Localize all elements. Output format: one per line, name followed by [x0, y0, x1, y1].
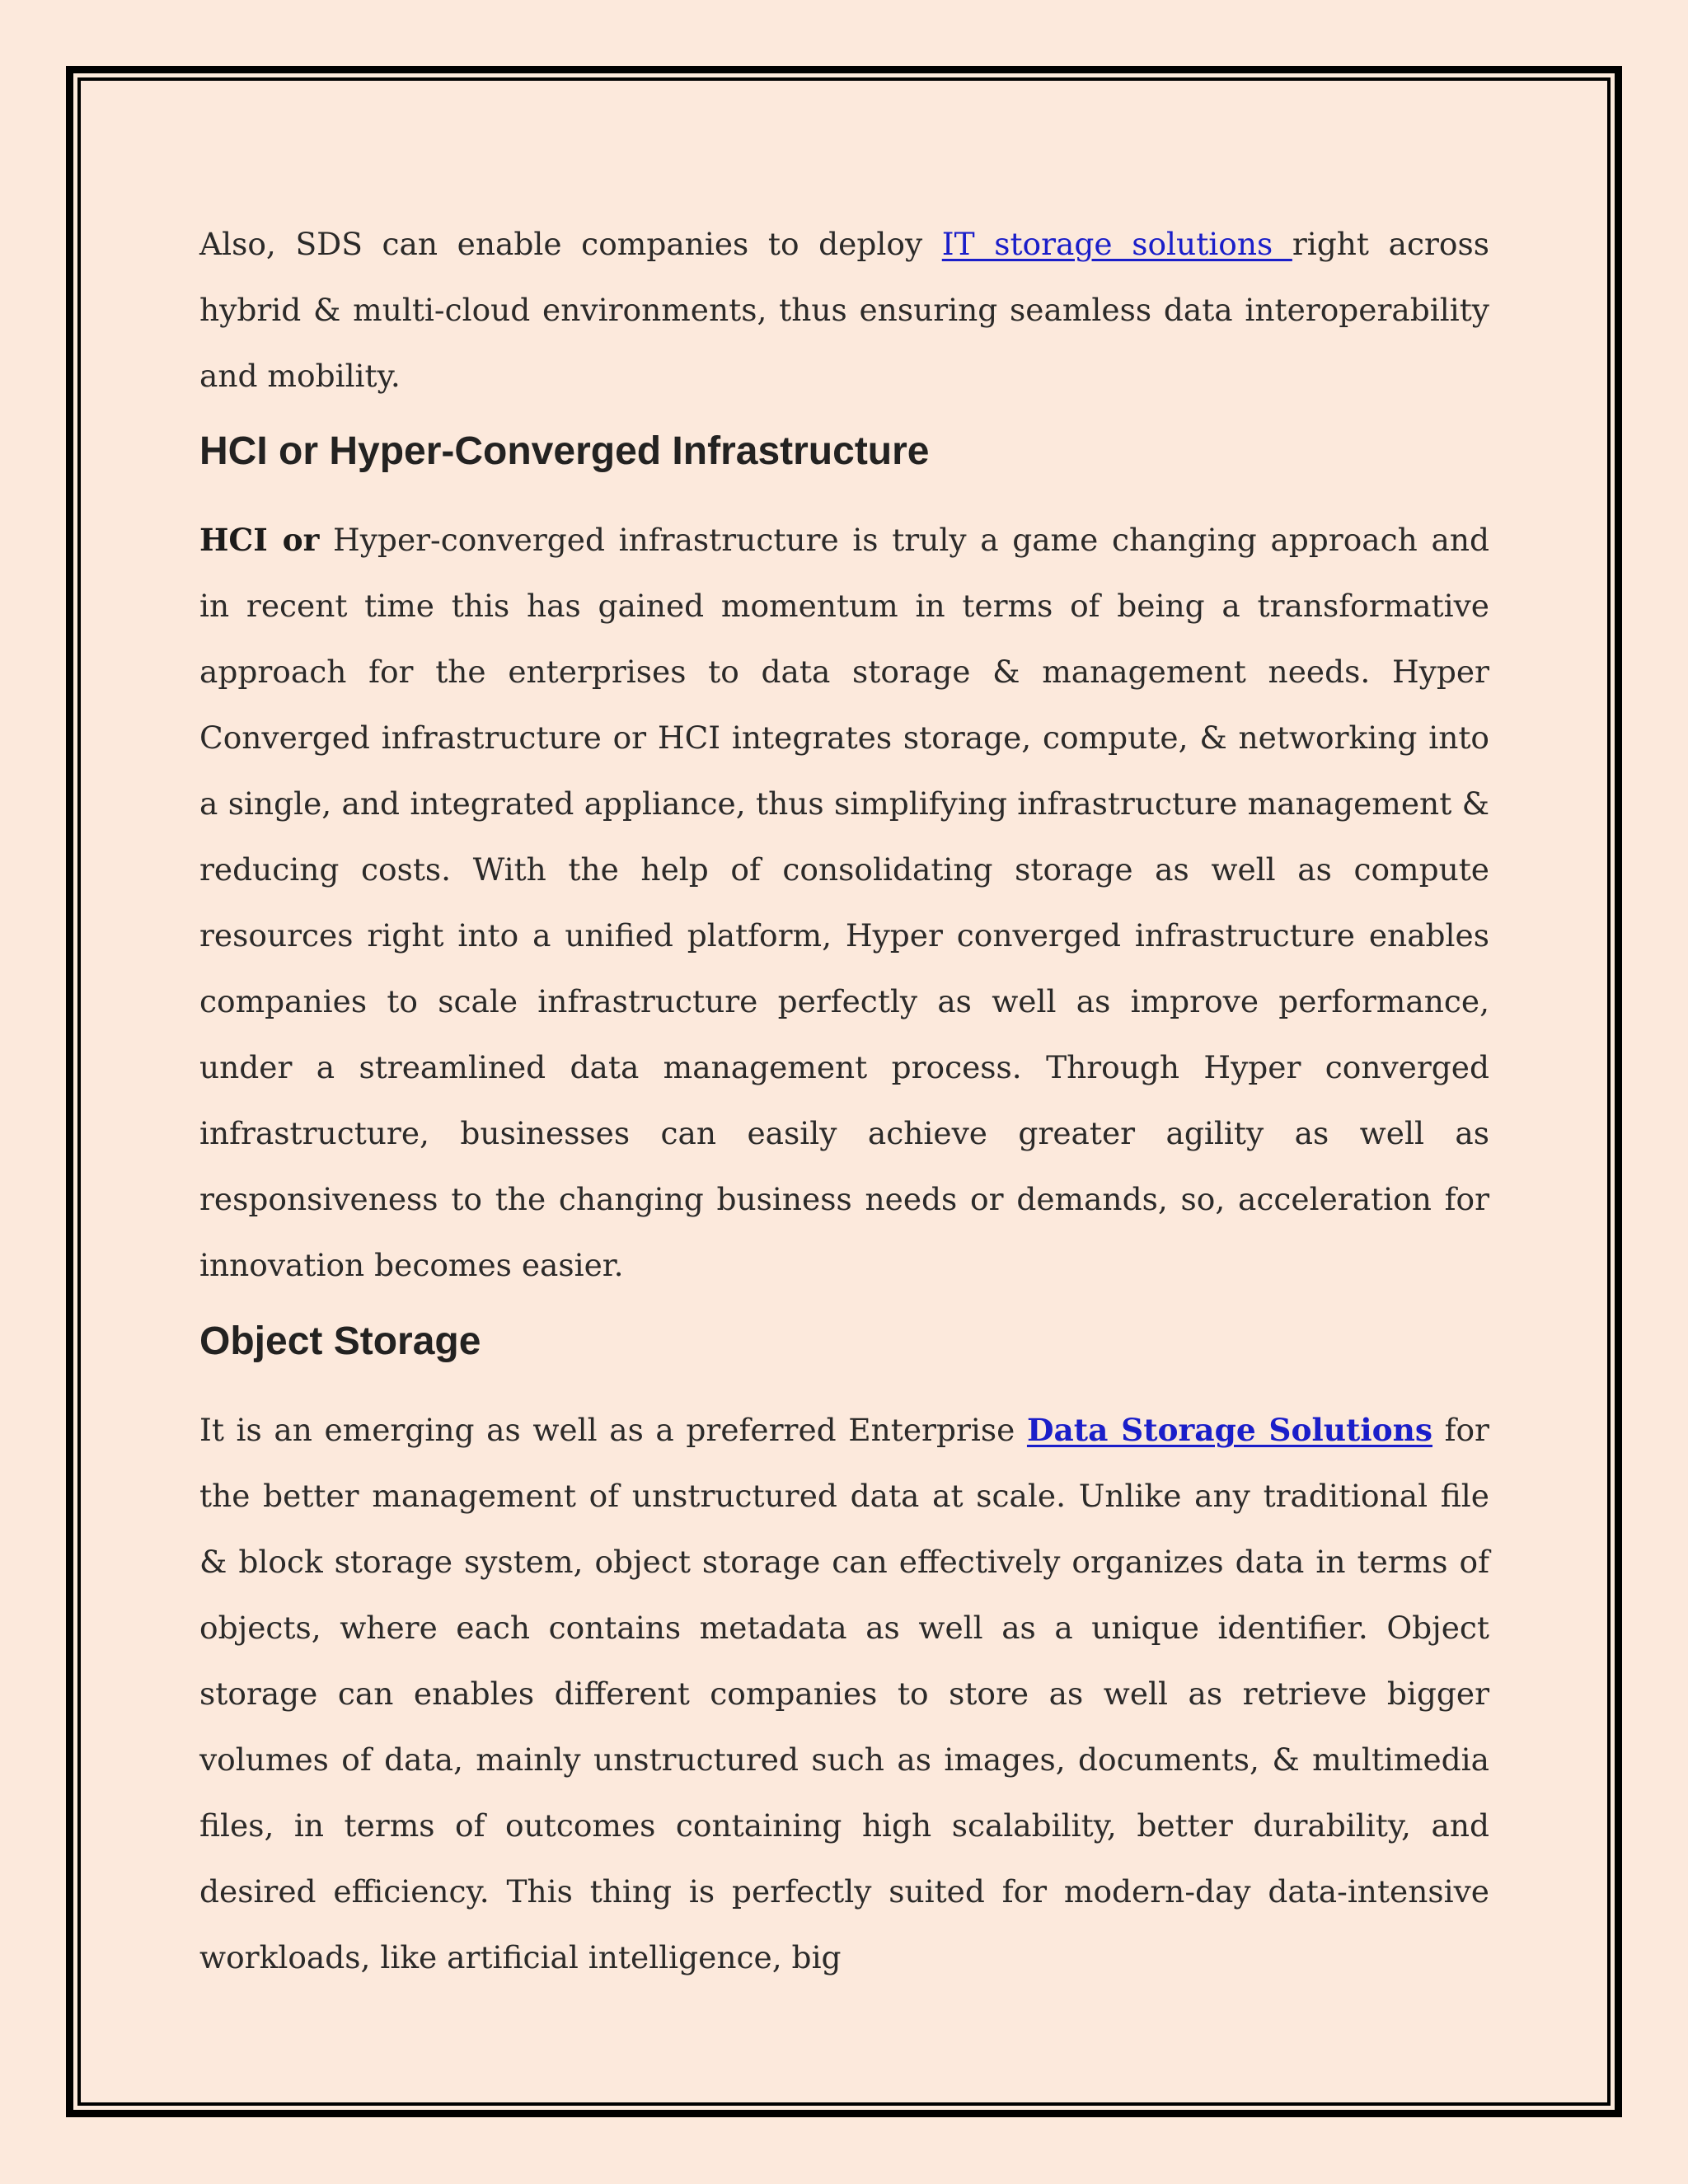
- paragraph-sds: [199, 211, 1489, 409]
- it-storage-solutions-link[interactable]: IT storage solutions: [941, 226, 1292, 262]
- heading-object-storage: Object Storage: [199, 1319, 481, 1363]
- document-body: [199, 211, 1489, 1990]
- paragraph-hci-body: Hyper-converged infrastructure is truly a game changing approach and in recent time this has gained momentum in terms of being a transformative approach for the enterprises to data storage & management needs. Hyper Converged infrastructure or HCI integrates storage, compute, & networking into a single, and integrated appliance, thus simplifying infrastructure management & reducing costs. With the help of consolidating storage as well as compute resources right into a unified platform, Hyper converged infrastructure enables companies to scale infrastructure perfectly as well as improve performance, under a streamlined data management process. Through Hyper converged infrastructure, businesses can easily achieve greater agility as well as responsiveness to the changing business needs or demands, so, acceleration for innovation becomes easier.: [199, 522, 1489, 1283]
- paragraph-object-text-start: It is an emerging as well as a preferred Enterprise: [199, 1412, 1027, 1448]
- heading-hci: HCI or Hyper-Converged Infrastructure: [199, 429, 930, 473]
- paragraph-hci-lead: HCI or: [199, 522, 320, 558]
- data-storage-solutions-link[interactable]: Data Storage Solutions: [1026, 1412, 1432, 1448]
- paragraph-object-text-end: for the better management of unstructured data at scale. Unlike any traditional file & block storage system, object storage can effectively organizes data in terms of objects, where each contains metadata as well as a unique identifier. Object storage can enables different companies to store as well as retrieve bigger volumes of data, mainly unstructured such as images, documents, & multimedia files, in terms of outcomes containing high scalability, better durability, and desired efficiency. This thing is perfectly suited for modern-day data-intensive workloads, like artificial intelligence, big: [199, 1412, 1489, 1975]
- paragraph-sds-text-end: right across hybrid & multi-cloud environments, thus ensuring seamless data interoperability and mobility.: [199, 226, 1489, 394]
- paragraph-sds-text-start: Also, SDS can enable companies to deploy: [199, 226, 942, 262]
- paragraph-object-storage: [199, 1397, 1489, 1990]
- paragraph-hci: [199, 507, 1489, 1298]
